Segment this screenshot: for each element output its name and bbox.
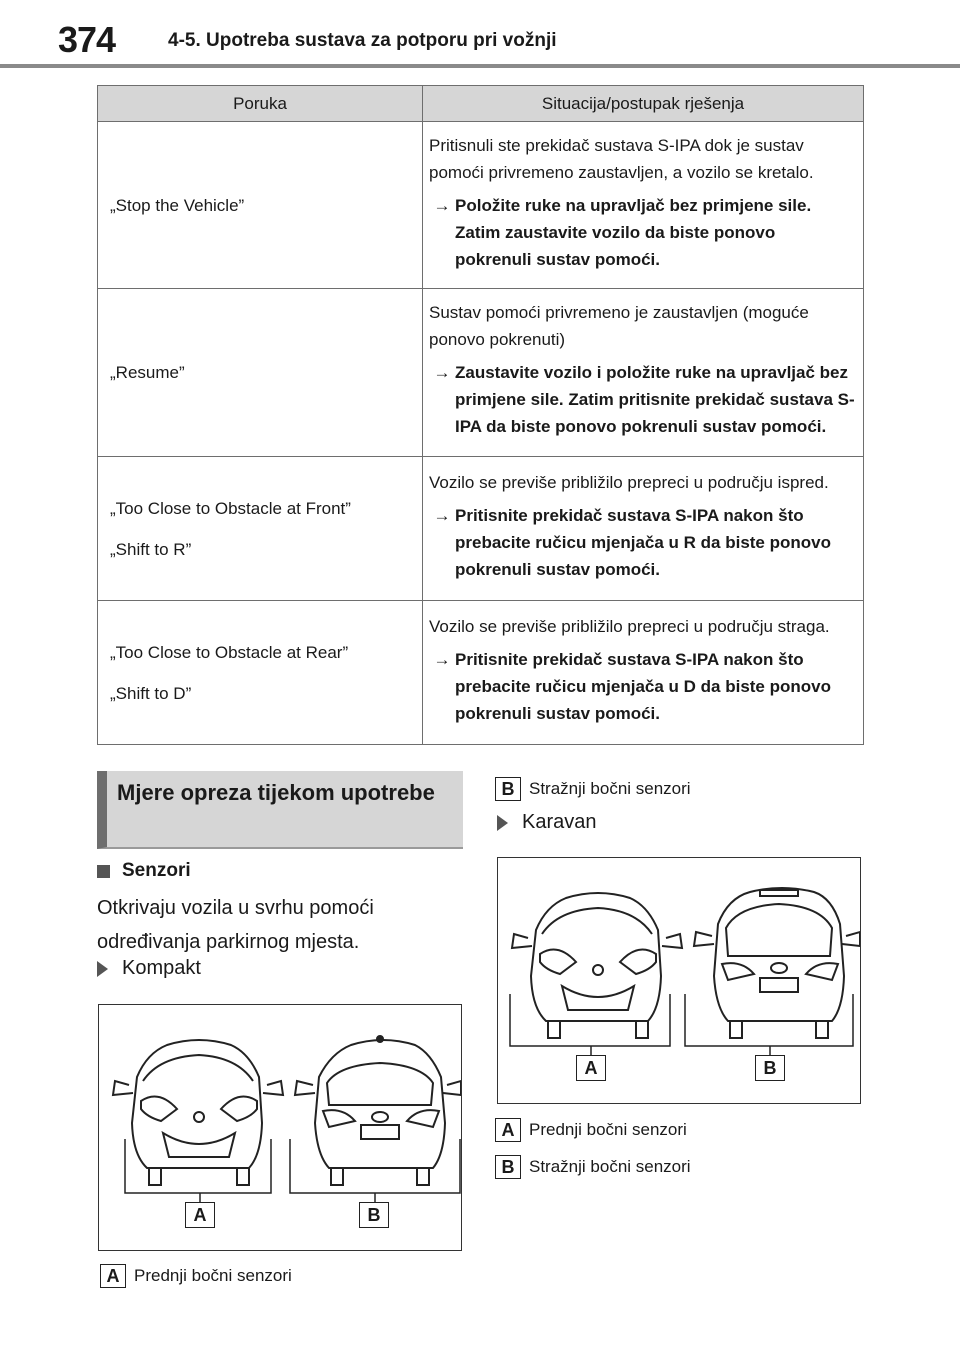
column-header-message: Poruka <box>98 86 423 122</box>
message-text: „Too Close to Obstacle at Front” <box>110 498 351 518</box>
situation-text: Vozilo se previše približilo prepreci u području ispred. <box>429 472 829 492</box>
solution <box>429 646 855 727</box>
situation-text: Vozilo se previše približilo prepreci u području straga. <box>429 616 830 636</box>
message-cell <box>98 601 423 745</box>
message-cell <box>98 289 423 457</box>
bullet-estate <box>497 811 597 834</box>
message-text: „Stop the Vehicle” <box>110 195 245 215</box>
situation-text: Sustav pomoći privremeno je zaustavljen (moguće ponovo pokrenuti) <box>429 303 809 349</box>
subheading <box>97 860 191 882</box>
figure-label-a: A <box>576 1055 606 1081</box>
section-heading: Mjere opreza tijekom upotrebe <box>97 771 463 849</box>
page-header <box>0 0 960 68</box>
table-row <box>98 601 864 745</box>
table-row <box>98 122 864 289</box>
solution-text: Pritisnite prekidač sustava S-IPA nakon što prebacite ručicu mjenjača u D da biste ponovo pokrenuli sustav pomoći. <box>455 649 831 723</box>
message-cell <box>98 457 423 601</box>
solution-text: Položite ruke na upravljač bez primjene sile. Zatim zaustavite vozilo da biste ponovo pokrenuli sustav pomoći. <box>455 195 812 269</box>
body-paragraph: Otkrivaju vozila u svrhu pomoći određivanja parkirnog mjesta. <box>97 897 374 953</box>
situation-cell <box>423 289 864 457</box>
compact-car-figure <box>98 1004 462 1251</box>
situation-cell <box>423 457 864 601</box>
legend-front-left <box>100 1264 292 1288</box>
arrow-right-icon: → <box>433 195 451 215</box>
square-bullet-icon <box>97 865 110 878</box>
situation-text: Pritisnuli ste prekidač sustava S-IPA dok je sustav pomoći privremeno zaustavljen, a vozilo se kretalo. <box>429 135 814 182</box>
legend-letter-b: B <box>495 1155 521 1179</box>
triangle-bullet-icon <box>497 815 508 831</box>
message-text: „Resume” <box>110 363 185 382</box>
bullet-compact <box>97 957 201 980</box>
message-text: „Shift to R” <box>110 539 192 559</box>
figure-label-b: B <box>359 1202 389 1228</box>
message-text: „Shift to D” <box>110 683 192 703</box>
arrow-right-icon: → <box>433 363 451 382</box>
triangle-bullet-icon <box>97 961 108 977</box>
bullet-compact-text: Kompakt <box>122 957 201 979</box>
legend-rear-top <box>495 777 691 801</box>
column-header-situation: Situacija/postupak rješenja <box>423 86 864 122</box>
arrow-right-icon: → <box>433 505 451 525</box>
legend-text-rear: Stražnji bočni senzori <box>529 779 691 798</box>
subheading-text: Senzori <box>122 860 191 881</box>
legend-text-rear: Stražnji bočni senzori <box>529 1157 691 1176</box>
message-text: „Too Close to Obstacle at Rear” <box>110 642 349 662</box>
legend-letter-a: A <box>495 1118 521 1142</box>
bullet-estate-text: Karavan <box>522 811 597 833</box>
message-cell <box>98 122 423 289</box>
solution <box>429 502 855 583</box>
table-row <box>98 457 864 601</box>
figure-label-a: A <box>185 1202 215 1228</box>
situation-cell <box>423 122 864 289</box>
legend-rear-bottom <box>495 1155 691 1179</box>
estate-car-figure <box>497 857 861 1104</box>
table-header-row <box>98 86 864 122</box>
legend-letter-a: A <box>100 1264 126 1288</box>
solution <box>429 359 855 440</box>
compact-car-illustration <box>99 1005 461 1250</box>
section-title: 4-5. Upotreba sustava za potporu pri vožnji <box>168 30 557 51</box>
arrow-right-icon: → <box>433 649 451 669</box>
solution-text: Pritisnite prekidač sustava S-IPA nakon što prebacite ručicu mjenjača u R da biste ponovo pokrenuli sustav pomoći. <box>455 505 831 579</box>
figure-label-b: B <box>755 1055 785 1081</box>
solution-text: Zaustavite vozilo i položite ruke na upravljač bez primjene sile. Zatim pritisnite prekidač sustava S-IPA da biste ponovo pokrenuli sustav pomoći. <box>455 363 855 436</box>
legend-letter-b: B <box>495 777 521 801</box>
legend-text-front: Prednji bočni senzori <box>529 1120 687 1139</box>
table-row <box>98 289 864 457</box>
solution <box>429 192 855 273</box>
message-table <box>97 85 864 745</box>
legend-front-right <box>495 1118 687 1142</box>
legend-text-front: Prednji bočni senzori <box>134 1266 292 1285</box>
estate-car-illustration <box>498 858 860 1103</box>
header-rule <box>0 64 960 68</box>
situation-cell <box>423 601 864 745</box>
page-number: 374 <box>58 19 116 60</box>
